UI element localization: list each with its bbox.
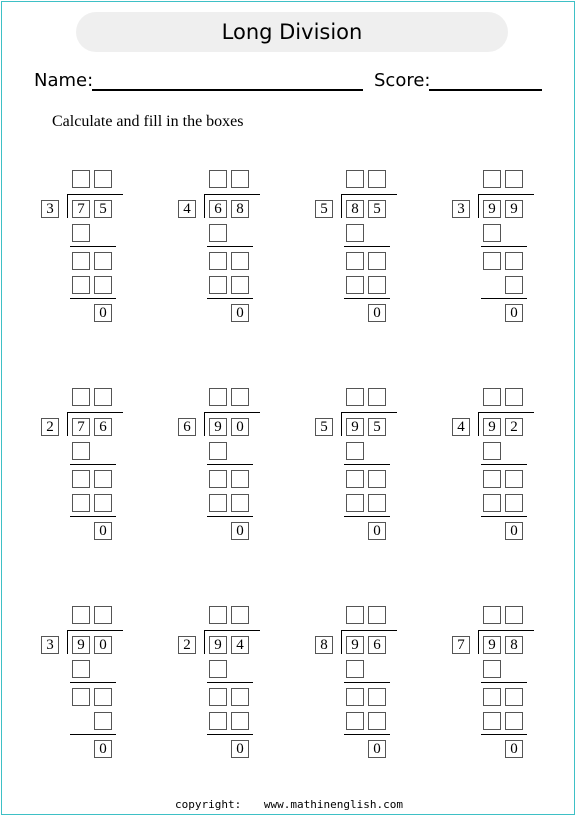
- quotient-box[interactable]: [368, 606, 386, 624]
- remainder-digit: 0: [94, 522, 112, 540]
- answer-box[interactable]: [231, 712, 249, 730]
- dividend-digit: 7: [72, 418, 90, 436]
- answer-box[interactable]: [209, 224, 227, 242]
- division-bar: [341, 412, 397, 413]
- dividend-digit: 9: [346, 418, 364, 436]
- subtraction-line: [70, 682, 116, 683]
- instruction: Calculate and fill in the boxes: [52, 113, 244, 130]
- answer-box[interactable]: [209, 660, 227, 678]
- answer-box[interactable]: [483, 712, 501, 730]
- answer-box[interactable]: [505, 470, 523, 488]
- division-bar: [67, 630, 123, 631]
- answer-box[interactable]: [94, 494, 112, 512]
- divisor-digit: 5: [315, 418, 333, 436]
- division-bracket: [341, 412, 342, 436]
- answer-box[interactable]: [368, 276, 386, 294]
- quotient-box[interactable]: [209, 170, 227, 188]
- division-bar: [67, 412, 123, 413]
- answer-box[interactable]: [72, 252, 90, 270]
- quotient-box[interactable]: [505, 388, 523, 406]
- division-bracket: [341, 630, 342, 654]
- score-line[interactable]: [429, 89, 542, 91]
- answer-box[interactable]: [94, 252, 112, 270]
- quotient-box[interactable]: [231, 606, 249, 624]
- answer-box[interactable]: [483, 442, 501, 460]
- page-title: Long Division: [221, 20, 363, 44]
- answer-box[interactable]: [483, 252, 501, 270]
- dividend-digit: 5: [368, 418, 386, 436]
- answer-box[interactable]: [94, 688, 112, 706]
- answer-box[interactable]: [346, 224, 364, 242]
- dividend-digit: 9: [505, 200, 523, 218]
- name-label: Name:: [34, 70, 94, 91]
- quotient-box[interactable]: [505, 606, 523, 624]
- division-bar: [204, 412, 260, 413]
- answer-box[interactable]: [94, 712, 112, 730]
- answer-box[interactable]: [209, 252, 227, 270]
- quotient-box[interactable]: [483, 388, 501, 406]
- dividend-digit: 9: [72, 636, 90, 654]
- answer-box[interactable]: [72, 442, 90, 460]
- answer-box[interactable]: [483, 660, 501, 678]
- quotient-box[interactable]: [231, 170, 249, 188]
- division-bar: [341, 194, 397, 195]
- division-problem: [175, 386, 275, 566]
- answer-box[interactable]: [72, 276, 90, 294]
- remainder-digit: 0: [505, 522, 523, 540]
- divisor-digit: 3: [41, 636, 59, 654]
- dividend-digit: 7: [72, 200, 90, 218]
- title-banner: [76, 12, 508, 52]
- answer-box[interactable]: [368, 470, 386, 488]
- answer-box[interactable]: [72, 470, 90, 488]
- answer-box[interactable]: [483, 224, 501, 242]
- remainder-digit: 0: [505, 740, 523, 758]
- subtraction-line: [344, 682, 390, 683]
- dividend-digit: 9: [483, 200, 501, 218]
- dividend-digit: 9: [483, 418, 501, 436]
- remainder-digit: 0: [505, 304, 523, 322]
- remainder-digit: 0: [94, 740, 112, 758]
- subtraction-line: [70, 464, 116, 465]
- subtraction-line: [207, 682, 253, 683]
- answer-box[interactable]: [231, 688, 249, 706]
- division-bar: [478, 194, 534, 195]
- answer-box[interactable]: [346, 712, 364, 730]
- subtraction-line: [207, 246, 253, 247]
- dividend-digit: 8: [346, 200, 364, 218]
- answer-box[interactable]: [368, 494, 386, 512]
- division-bar: [204, 630, 260, 631]
- subtraction-line: [207, 298, 253, 299]
- answer-box[interactable]: [231, 276, 249, 294]
- subtraction-line: [70, 734, 116, 735]
- quotient-box[interactable]: [483, 170, 501, 188]
- divisor-digit: 4: [452, 418, 470, 436]
- division-bracket: [204, 194, 205, 218]
- dividend-digit: 9: [483, 636, 501, 654]
- answer-box[interactable]: [209, 494, 227, 512]
- subtraction-line: [207, 464, 253, 465]
- footer: [0, 798, 578, 811]
- division-problem: [449, 604, 549, 784]
- answer-box[interactable]: [209, 276, 227, 294]
- answer-box[interactable]: [368, 688, 386, 706]
- subtraction-line: [70, 246, 116, 247]
- divisor-digit: 2: [41, 418, 59, 436]
- dividend-digit: 9: [209, 636, 227, 654]
- subtraction-line: [207, 516, 253, 517]
- divisor-digit: 6: [178, 418, 196, 436]
- answer-box[interactable]: [72, 688, 90, 706]
- division-bracket: [478, 412, 479, 436]
- remainder-digit: 0: [368, 522, 386, 540]
- quotient-box[interactable]: [209, 606, 227, 624]
- answer-box[interactable]: [72, 660, 90, 678]
- answer-box[interactable]: [72, 494, 90, 512]
- division-problem: [312, 168, 412, 348]
- dividend-digit: 9: [209, 418, 227, 436]
- answer-box[interactable]: [209, 470, 227, 488]
- answer-box[interactable]: [505, 712, 523, 730]
- quotient-box[interactable]: [209, 388, 227, 406]
- answer-box[interactable]: [346, 252, 364, 270]
- divisor-digit: 8: [315, 636, 333, 654]
- subtraction-line: [344, 734, 390, 735]
- dividend-digit: 0: [231, 418, 249, 436]
- name-line[interactable]: [92, 89, 363, 91]
- answer-box[interactable]: [209, 688, 227, 706]
- division-bracket: [341, 194, 342, 218]
- answer-box[interactable]: [505, 688, 523, 706]
- subtraction-line: [344, 246, 390, 247]
- quotient-box[interactable]: [346, 606, 364, 624]
- division-bar: [341, 630, 397, 631]
- answer-box[interactable]: [505, 252, 523, 270]
- dividend-digit: 4: [231, 636, 249, 654]
- divisor-digit: 5: [315, 200, 333, 218]
- copyright-label: copyright:: [175, 798, 242, 811]
- answer-box[interactable]: [505, 276, 523, 294]
- division-bracket: [67, 194, 68, 218]
- dividend-digit: 5: [368, 200, 386, 218]
- divisor-digit: 2: [178, 636, 196, 654]
- website: www.mathinenglish.com: [263, 798, 403, 811]
- answer-box[interactable]: [94, 276, 112, 294]
- quotient-box[interactable]: [72, 388, 90, 406]
- subtraction-line: [481, 734, 527, 735]
- remainder-digit: 0: [368, 740, 386, 758]
- quotient-box[interactable]: [72, 170, 90, 188]
- division-bar: [478, 412, 534, 413]
- answer-box[interactable]: [346, 688, 364, 706]
- remainder-digit: 0: [94, 304, 112, 322]
- quotient-box[interactable]: [505, 170, 523, 188]
- division-problem: [38, 386, 138, 566]
- answer-box[interactable]: [72, 224, 90, 242]
- division-bracket: [67, 630, 68, 654]
- subtraction-line: [70, 516, 116, 517]
- answer-box[interactable]: [346, 276, 364, 294]
- divisor-digit: 3: [41, 200, 59, 218]
- divisor-digit: 3: [452, 200, 470, 218]
- subtraction-line: [344, 516, 390, 517]
- remainder-digit: 0: [231, 522, 249, 540]
- answer-box[interactable]: [483, 470, 501, 488]
- divisor-digit: 4: [178, 200, 196, 218]
- division-bar: [67, 194, 123, 195]
- division-problem: [175, 168, 275, 348]
- division-problem: [38, 604, 138, 784]
- subtraction-line: [481, 246, 527, 247]
- subtraction-line: [481, 298, 527, 299]
- answer-box[interactable]: [231, 252, 249, 270]
- quotient-box[interactable]: [94, 388, 112, 406]
- quotient-box[interactable]: [368, 388, 386, 406]
- quotient-box[interactable]: [483, 606, 501, 624]
- division-problem: [449, 168, 549, 348]
- subtraction-line: [70, 298, 116, 299]
- answer-box[interactable]: [231, 494, 249, 512]
- subtraction-line: [481, 516, 527, 517]
- answer-box[interactable]: [209, 442, 227, 460]
- answer-box[interactable]: [346, 442, 364, 460]
- division-problem: [449, 386, 549, 566]
- quotient-box[interactable]: [94, 170, 112, 188]
- dividend-digit: 6: [94, 418, 112, 436]
- quotient-box[interactable]: [72, 606, 90, 624]
- quotient-box[interactable]: [346, 388, 364, 406]
- answer-box[interactable]: [209, 712, 227, 730]
- dividend-digit: 2: [505, 418, 523, 436]
- division-problem: [175, 604, 275, 784]
- answer-box[interactable]: [231, 470, 249, 488]
- division-bracket: [204, 630, 205, 654]
- score-label: Score:: [374, 70, 431, 91]
- answer-box[interactable]: [346, 470, 364, 488]
- division-bar: [478, 630, 534, 631]
- division-bracket: [204, 412, 205, 436]
- subtraction-line: [344, 464, 390, 465]
- answer-box[interactable]: [368, 712, 386, 730]
- division-bracket: [478, 194, 479, 218]
- dividend-digit: 6: [368, 636, 386, 654]
- subtraction-line: [344, 298, 390, 299]
- dividend-digit: 6: [209, 200, 227, 218]
- answer-box[interactable]: [483, 494, 501, 512]
- quotient-box[interactable]: [231, 388, 249, 406]
- division-problem: [38, 168, 138, 348]
- subtraction-line: [207, 734, 253, 735]
- answer-box[interactable]: [346, 660, 364, 678]
- answer-box[interactable]: [94, 470, 112, 488]
- answer-box[interactable]: [483, 688, 501, 706]
- quotient-box[interactable]: [94, 606, 112, 624]
- answer-box[interactable]: [346, 494, 364, 512]
- remainder-digit: 0: [231, 740, 249, 758]
- answer-box[interactable]: [368, 252, 386, 270]
- remainder-digit: 0: [231, 304, 249, 322]
- subtraction-line: [481, 464, 527, 465]
- division-bracket: [478, 630, 479, 654]
- quotient-box[interactable]: [346, 170, 364, 188]
- dividend-digit: 5: [94, 200, 112, 218]
- dividend-digit: 0: [94, 636, 112, 654]
- division-bracket: [67, 412, 68, 436]
- divisor-digit: 7: [452, 636, 470, 654]
- answer-box[interactable]: [505, 494, 523, 512]
- dividend-digit: 8: [231, 200, 249, 218]
- division-problem: [312, 604, 412, 784]
- dividend-digit: 8: [505, 636, 523, 654]
- remainder-digit: 0: [368, 304, 386, 322]
- subtraction-line: [481, 682, 527, 683]
- quotient-box[interactable]: [368, 170, 386, 188]
- division-problem: [312, 386, 412, 566]
- dividend-digit: 9: [346, 636, 364, 654]
- division-bar: [204, 194, 260, 195]
